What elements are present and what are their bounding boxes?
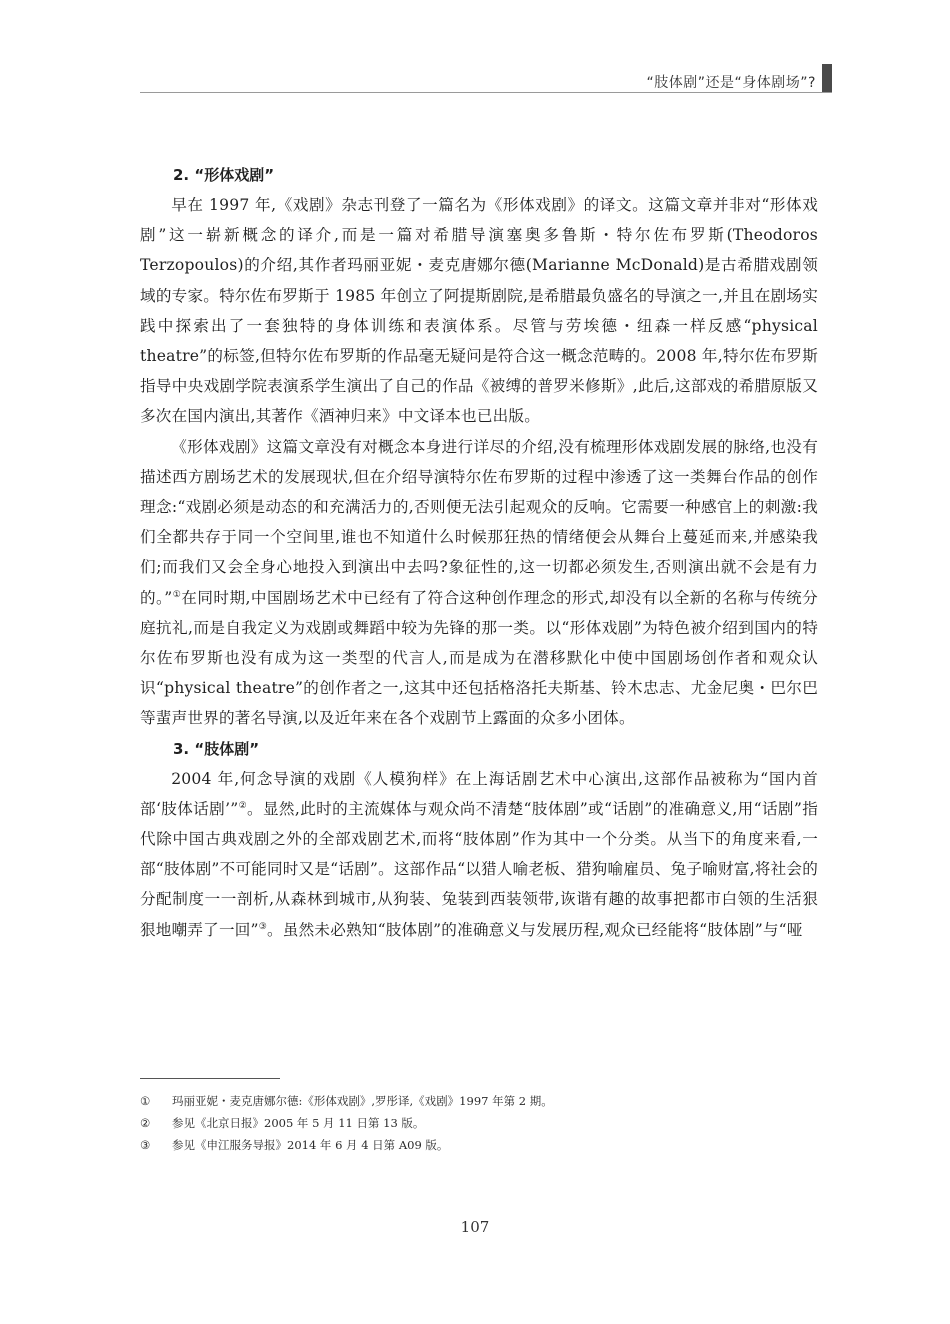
- footnote-text: 参见《北京日报》2005 年 5 月 11 日第 13 版。: [172, 1116, 425, 1130]
- footnote-text: 参见《申江服务导报》2014 年 6 月 4 日第 A09 版。: [172, 1138, 449, 1152]
- paragraph-text: 早在 1997 年,《戏剧》杂志刊登了一篇名为《形体戏剧》的译文。这篇文章并非对“形体戏剧”这一崭新概念的译介,而是一篇对希腊导演塞奥多鲁斯・特尔佐布罗斯(Theodoros Terzopoulos)的介绍,其作者玛丽亚妮・麦克唐娜尔德(Marianne McDonald)是古希腊戏剧领域的专家。特尔佐布罗斯于 1985 年创立了阿提斯剧院,是希腊最负盛名的导演之一,并且在剧场实践中探索出了一套独特的身体训练和表演体系。尽管与劳埃德・纽森一样反感“physical theatre”的标签,但特尔佐布罗斯的作品毫无疑问是符合这一概念范畴的。2008 年,特尔佐布罗斯指导中央戏剧学院表演系学生演出了自己的作品《被缚的普罗米修斯》,此后,这部戏的希腊原版又多次在国内演出,其著作《酒神归来》中文译本也已出版。: [140, 196, 818, 426]
- paragraph-text: 2004 年,何念导演的戏剧《人模狗样》在上海话剧艺术中心演出,这部作品被称为“国内首部‘肢体话剧’”: [140, 769, 818, 818]
- footnote-ref: ②: [238, 800, 248, 811]
- footnote-rule: [140, 1078, 280, 1079]
- paragraph-text: 。显然,此时的主流媒体与观众尚不清楚“肢体剧”或“话剧”的准确意义,用“话剧”指代除中国古典戏剧之外的全部戏剧艺术,而将“肢体剧”作为其中一个分类。从当下的角度来看,一部“肢体剧”不可能同时又是“话剧”。这部作品“以猎人喻老板、猎狗喻雇员、兔子喻财富,将社会的分配制度一一剖析,从森林到城市,从狗装、兔装到西装领带,诙谐有趣的故事把都市白领的生活狠狠地嘲弄了一回”: [140, 799, 818, 939]
- footnote-text: 玛丽亚妮・麦克唐娜尔德:《形体戏剧》,罗彤译,《戏剧》1997 年第 2 期。: [172, 1094, 553, 1108]
- running-header: “肢体剧”还是“身体剧场”?: [646, 75, 816, 91]
- footnote: [140, 1090, 818, 1112]
- footnote-mark: ②: [140, 1116, 151, 1130]
- footnote-mark: ①: [140, 1094, 151, 1108]
- header-tab-bar: [822, 64, 832, 92]
- paragraph-text: 《形体戏剧》这篇文章没有对概念本身进行详尽的介绍,没有梳理形体戏剧发展的脉络,也没有描述西方剧场艺术的发展现状,但在介绍导演特尔佐布罗斯的过程中渗透了这一类舞台作品的创作理念:“戏剧必须是动态的和充满活力的,否则便无法引起观众的反响。它需要一种感官上的刺激:我们全都共存于同一个空间里,谁也不知道什么时候那狂热的情绪便会从舞台上蔓延而来,并感染我们;而我们又会全身心地投入到演出中去吗?象征性的,这一切都必须发生,否则演出就不会是有力的。”: [140, 437, 818, 607]
- paragraph: [140, 764, 818, 945]
- paragraph-text: 。虽然未必熟知“肢体剧”的准确意义与发展历程,观众已经能将“肢体剧”与“哑: [267, 920, 803, 939]
- footnote: [140, 1112, 818, 1134]
- footnote-mark: ③: [140, 1138, 151, 1152]
- header-rule: [140, 92, 832, 93]
- paragraph-text: 在同时期,中国剧场艺术中已经有了符合这种创作理念的形式,却没有以全新的名称与传统分庭抗礼,而是自我定义为戏剧或舞蹈中较为先锋的那一类。以“形体戏剧”为特色被介绍到国内的特尔佐布罗斯也没有成为这一类型的代言人,而是成为在潜移默化中使中国剧场创作者和观众认识“physical theatre”的创作者之一,这其中还包括格洛托夫斯基、铃木忠志、尤金尼奥・巴尔巴等蜚声世界的著名导演,以及近年来在各个戏剧节上露面的众多小团体。: [140, 588, 818, 728]
- paragraph: [140, 432, 818, 734]
- section-heading-physical-drama: 2. “形体戏剧”: [173, 166, 275, 184]
- footnote: [140, 1134, 818, 1156]
- page-number: 107: [460, 1218, 490, 1236]
- section-heading-limb-drama: 3. “肢体剧”: [173, 739, 260, 758]
- footnotes: [140, 1090, 818, 1156]
- footnote-ref: ①: [172, 589, 182, 600]
- main-text: [140, 160, 818, 945]
- footnote-ref: ③: [258, 921, 268, 932]
- paragraph: [140, 190, 818, 432]
